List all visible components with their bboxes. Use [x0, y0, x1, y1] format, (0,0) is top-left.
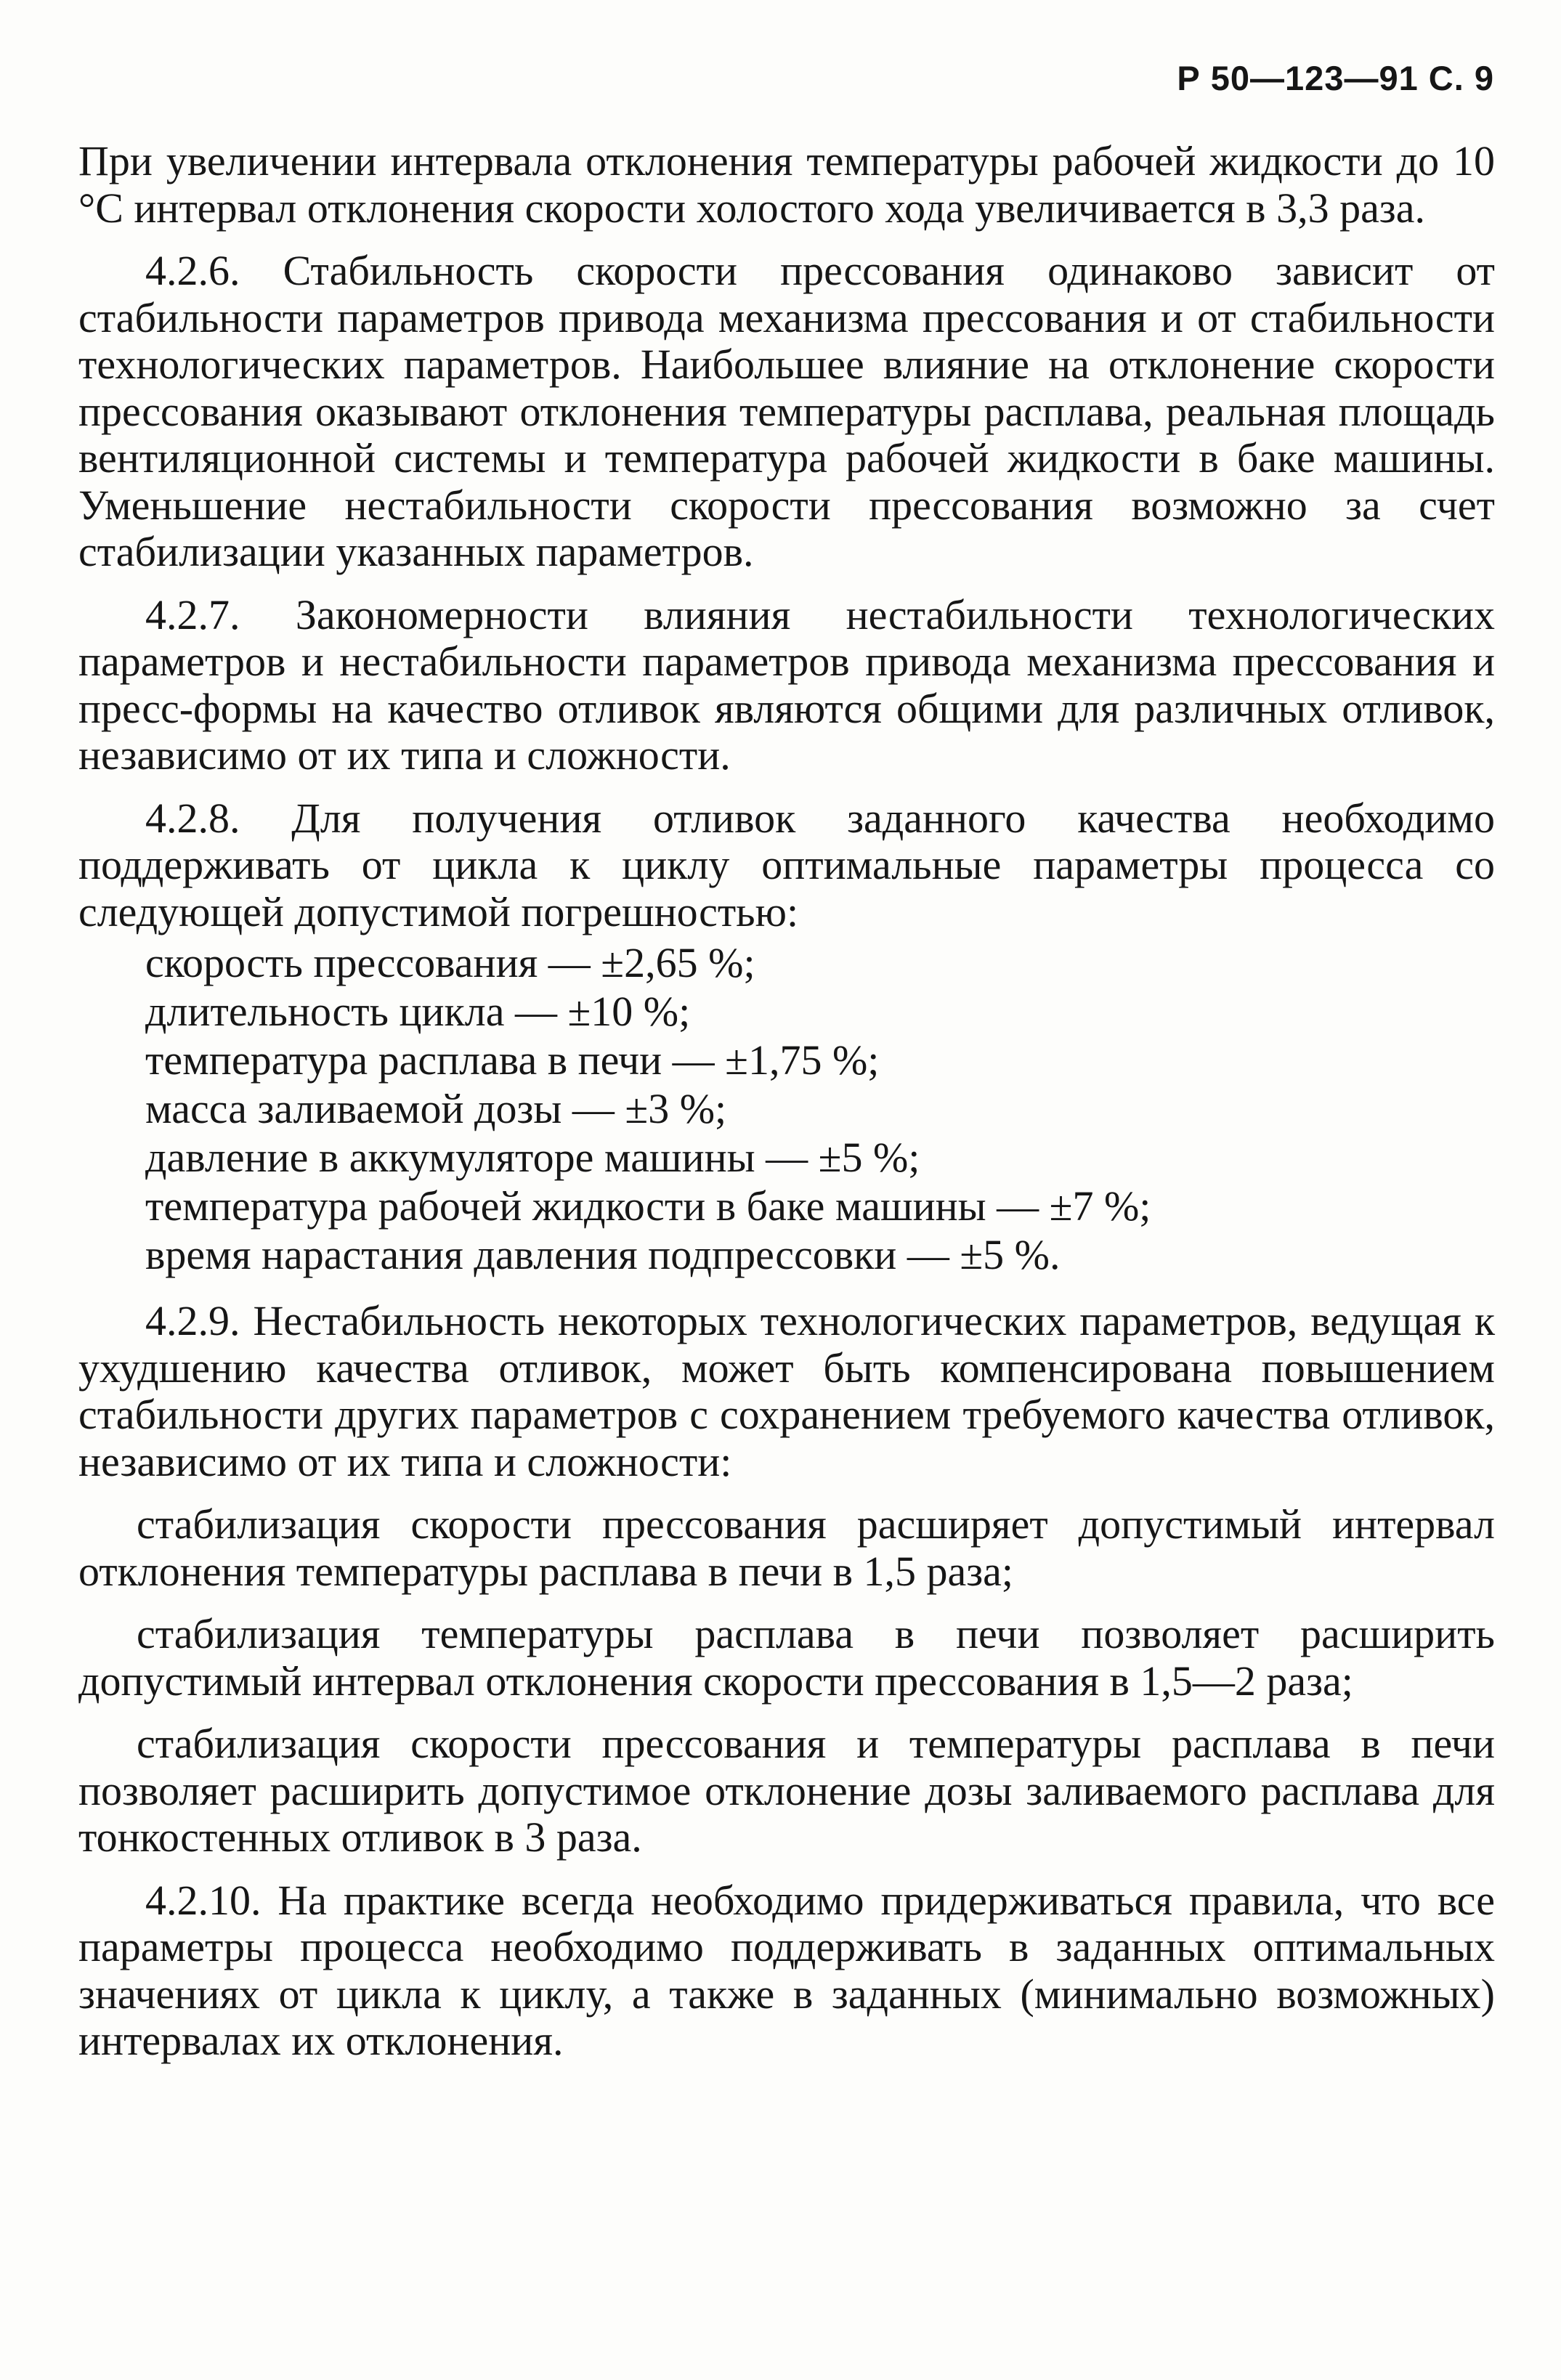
paragraph-4-2-7: 4.2.7. Закономерности влияния нестабильности технологических параметров и нестабильности параметров привода механизма прессования и пресс-формы на качество отливок являются общими для различных отливок, независимо от их типа и сложности.: [78, 590, 1495, 779]
tolerance-list: [78, 938, 1495, 1279]
paragraph-4-2-8: 4.2.8. Для получения отливок заданного качества необходимо поддерживать от цикла к циклу оптимальные параметры процесса со следующей допустимой погрешностью:: [78, 794, 1495, 935]
page-header: Р 50—123—91 С. 9: [1177, 59, 1494, 97]
paragraph-4-2-10: 4.2.10. На практике всегда необходимо придерживаться правила, что все параметры процесса необходимо поддерживать в заданных оптимальных значениях от цикла к циклу, а также в заданных (минимально возможных) интервалах их отклонения.: [78, 1876, 1495, 2064]
list-item: масса заливаемой дозы — ±3 %;: [145, 1085, 727, 1132]
list-item: температура рабочей жидкости в баке машины — ±7 %;: [145, 1182, 1151, 1230]
subparagraph-3: стабилизация скорости прессования и температуры расплава в печи позволяет расширить допустимое отклонение дозы заливаемого расплава для тонкостенных отливок в 3 раза.: [78, 1720, 1495, 1861]
list-item: скорость прессования — ±2,65 %;: [145, 939, 755, 986]
paragraph-4-2-6: 4.2.6. Стабильность скорости прессования одинаково зависит от стабильности параметров привода механизма прессования и от стабильности технологических параметров. Наибольшее влияние на отклонение скорости прессования оказывают отклонения температуры расплава, реальная площадь вентиляционной системы и температура рабочей жидкости в баке машины. Уменьшение нестабильности скорости прессования возможно за счет стабилизации указанных параметров.: [78, 247, 1495, 575]
document-body: [78, 138, 1495, 2081]
list-item: время нарастания давления подпрессовки — ±5 %.: [145, 1231, 1061, 1278]
list-item: давление в аккумуляторе машины — ±5 %;: [145, 1134, 920, 1181]
paragraph-4-2-9: 4.2.9. Нестабильность некоторых технологических параметров, ведущая к ухудшению качества отливок, может быть компенсирована повышением стабильности других параметров с сохранением требуемого качества отливок, независимо от их типа и сложности:: [78, 1297, 1495, 1485]
subparagraph-2: стабилизация температуры расплава в печи позволяет расширить допустимый интервал отклонения скорости прессования в 1,5—2 раза;: [78, 1610, 1495, 1705]
list-item: длительность цикла — ±10 %;: [145, 988, 691, 1035]
list-item: температура расплава в печи — ±1,75 %;: [145, 1036, 880, 1084]
paragraph-intro: При увеличении интервала отклонения температуры рабочей жидкости до 10 °С интервал отклонения скорости холостого хода увеличивается в 3,3 раза.: [78, 137, 1495, 232]
subparagraph-1: стабилизация скорости прессования расширяет допустимый интервал отклонения температуры расплава в печи в 1,5 раза;: [78, 1500, 1495, 1595]
